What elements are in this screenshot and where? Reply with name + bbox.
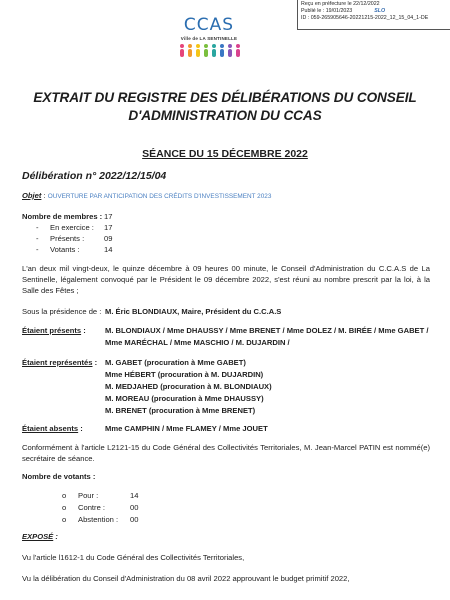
prefecture-stamp: [297, 0, 450, 30]
presents-label-line: Étaient présents :: [22, 326, 86, 335]
presidence-line: [22, 306, 101, 317]
representes-line: M. MOREAU (procuration à Mme DHAUSSY): [105, 394, 264, 403]
ccas-logo: [175, 14, 243, 72]
expose-label: EXPOSÉ: [22, 532, 54, 541]
logo-ville: Ville de LA SENTINELLE: [180, 36, 238, 41]
objet-line: Objet : OUVERTURE PAR ANTICIPATION DES CRÉDITS D'INVESTISSEMENT 2023: [22, 191, 272, 200]
membres-exercice-label: En exercice :: [50, 223, 94, 232]
membres-presents-label: Présents :: [50, 234, 85, 243]
representes-label: Étaient représentés: [22, 358, 93, 367]
logo-text: CCAS: [183, 15, 235, 35]
representes-label-line: Étaient représentés :: [22, 358, 98, 367]
stamp-published: Publié le : 19/01/2023 SLO: [301, 8, 386, 14]
membres-exercice-value: 17: [104, 223, 113, 232]
expose-heading: EXPOSÉ :: [22, 532, 58, 541]
votants-abstention-value: 00: [130, 515, 139, 524]
seance-heading: SÉANCE DU 15 DÉCEMBRE 2022: [142, 148, 308, 160]
stamp-id: ID : 059-265905646-20221215-2022_12_15_04_1-DE: [301, 15, 429, 21]
secretaire-paragraph: Conformément à l'article L2121-15 du Code Général des Collectivités Territoriales, M. Jean-Marcel PATIN est nommé(e) secrétaire de séance.: [22, 443, 430, 463]
votants-contre-value: 00: [130, 503, 139, 512]
deliberation-number: Délibération n° 2022/12/15/04: [22, 170, 167, 182]
membres-label: Nombre de membres :: [22, 212, 103, 221]
representes-line: M. GABET (procuration à Mme GABET): [105, 358, 246, 367]
slo-logo: SLO: [374, 8, 386, 14]
vu-line-1: Vu l'article l1612-1 du Code Général des Collectivités Territoriales,: [22, 553, 245, 562]
objet-label: Objet: [22, 191, 42, 200]
document-title-line2: D'ADMINISTRATION DU CCAS: [128, 108, 322, 123]
votants-block: o Pour : 14 o Contre : 00 o Abstention : 00: [62, 491, 139, 524]
objet-value: OUVERTURE PAR ANTICIPATION DES CRÉDITS D'INVESTISSEMENT 2023: [47, 193, 272, 200]
absents-label: Étaient absents: [22, 424, 79, 433]
document-title-line1: EXTRAIT DU REGISTRE DES DÉLIBÉRATIONS DU CONSEIL: [33, 90, 417, 105]
membres-votants-value: 14: [104, 245, 113, 254]
logo-people-icon: [177, 43, 241, 59]
representes-line: M. MEDJAHED (procuration à M. BLONDIAUX): [105, 382, 272, 391]
presidence-value: M. Éric BLONDIAUX, Maire, Président du C.C.A.S: [105, 307, 282, 316]
votants-pour-label: Pour :: [78, 491, 99, 500]
votants-label: Nombre de votants :: [22, 472, 96, 481]
membres-total: 17: [104, 212, 113, 221]
presents-line1: M. BLONDIAUX / Mme DHAUSSY / Mme BRENET / Mme DOLEZ / M. BIRÉE / Mme GABET /: [105, 326, 429, 335]
presents-line2: Mme MARÉCHAL / Mme MASCHIO / M. DUJARDIN /: [105, 338, 290, 347]
votants-abstention-label: Abstention :: [78, 515, 119, 524]
representes-line: Mme HÉBERT (procuration à M. DUJARDIN): [105, 370, 264, 379]
presidence-label: Sous la présidence de :: [22, 307, 102, 316]
absents-label-line: Étaient absents :: [22, 424, 83, 433]
stamp-received: Reçu en préfecture le 22/12/2022: [301, 1, 380, 7]
votants-pour-value: 14: [130, 491, 139, 500]
intro-paragraph: L'an deux mil vingt-deux, le quinze décembre à 09 heures 00 minute, le Conseil d'Administration du C.C.A.S de La Sentinelle, légalement convoqué par le Président le 09 décembre 2022, s'est réuni au nombre prescrit par la loi, à la Salle des Fêtes ;: [22, 264, 430, 295]
membres-presents-value: 09: [104, 234, 113, 243]
absents-value: Mme CAMPHIN / Mme FLAMEY / Mme JOUET: [105, 424, 268, 433]
presents-label: Étaient présents: [22, 326, 82, 335]
membres-votants-label: Votants :: [50, 245, 80, 254]
representes-line: M. BRENET (procuration à Mme BRENET): [105, 406, 256, 415]
votants-contre-label: Contre :: [78, 503, 106, 512]
vu-line-2: Vu la délibération du Conseil d'Administration du 08 avril 2022 approuvant le budget primitif 2022,: [22, 574, 350, 583]
membres-block: Nombre de membres : 17 - En exercice : 17 - Présents : 09 - Votants : 14: [22, 212, 113, 254]
